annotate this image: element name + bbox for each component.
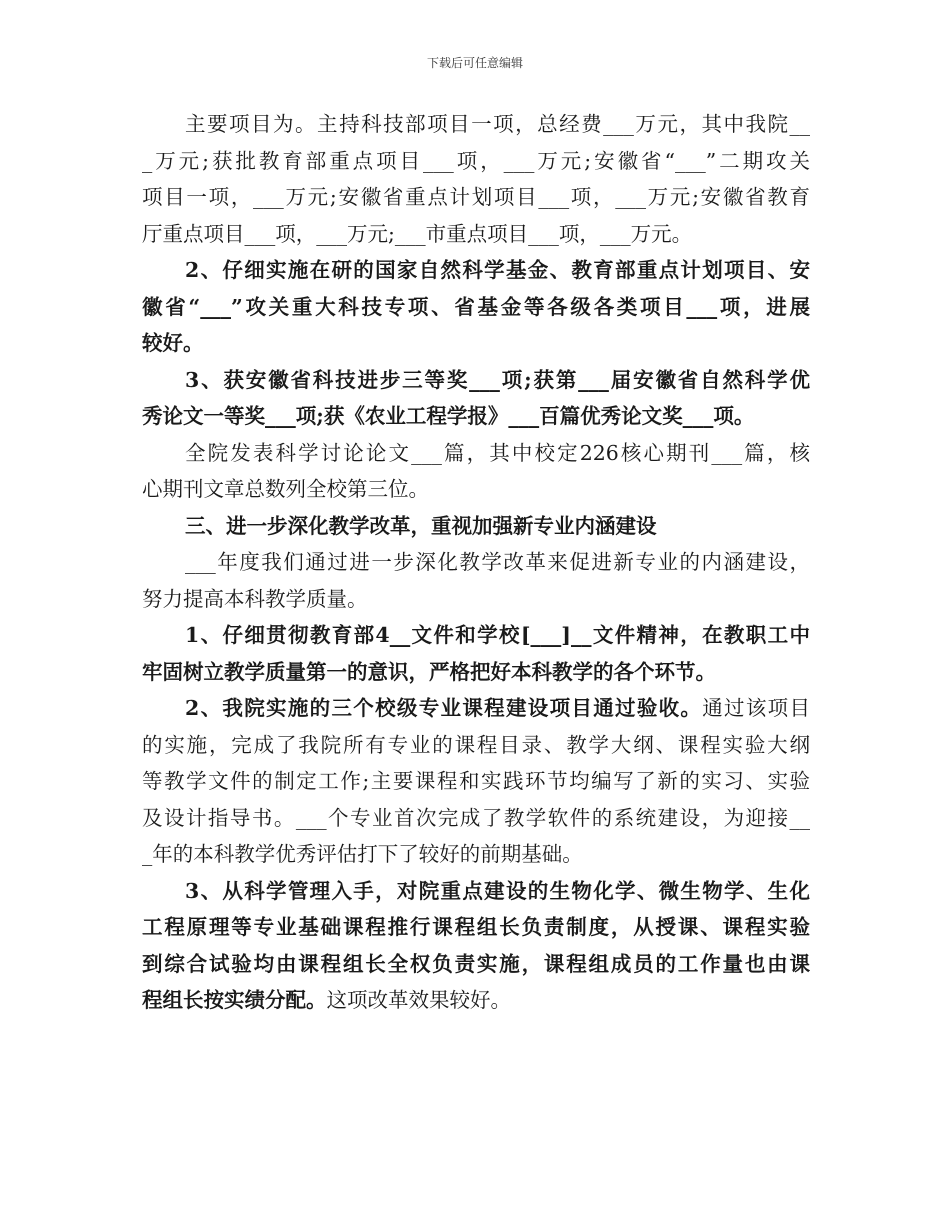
text-line bbox=[142, 362, 810, 399]
text-run: 的实施，完成了我院所有专业的课程目录、教学大纲、课程实验大纲 bbox=[142, 732, 810, 757]
bold-text-run: 三、进一步深化教学改革，重视加强新专业内涵建设 bbox=[185, 513, 657, 538]
text-line bbox=[142, 581, 810, 618]
text-line bbox=[142, 325, 810, 362]
text-line bbox=[142, 727, 810, 764]
bold-text-run: 1、仔细贯彻教育部4__文件和学校[___]__文件精神，在教职工中 bbox=[185, 623, 810, 647]
text-run: 通过该项目 bbox=[702, 696, 810, 720]
text-line bbox=[142, 143, 810, 180]
text-run: 努力提高本科教学质量。 bbox=[142, 586, 368, 611]
bold-text-run: 徽省“___”攻关重大科技专项、省基金等各级各类项目___项，进展 bbox=[142, 294, 810, 319]
bold-text-run: 程组长按实绩分配。 bbox=[142, 988, 327, 1012]
text-run: 等教学文件的制定工作;主要课程和实践环节均编写了新的实习、实验 bbox=[142, 769, 810, 793]
bold-text-run: 秀论文一等奖___项;获《农业工程学报》___百篇优秀论文奖___项。 bbox=[142, 404, 755, 428]
text-line bbox=[142, 508, 810, 545]
text-line bbox=[142, 873, 810, 910]
text-line bbox=[142, 106, 810, 143]
text-run: _万元;获批教育部重点项目___项，___万元;安徽省“___”二期攻关 bbox=[142, 148, 810, 173]
text-line bbox=[142, 471, 810, 508]
text-run: 心期刊文章总数列全校第三位。 bbox=[142, 477, 429, 501]
text-run: 全院发表科学讨论论文___篇，其中校定226核心期刊___篇，核 bbox=[185, 440, 810, 465]
text-line bbox=[142, 800, 810, 837]
text-line bbox=[142, 179, 810, 216]
bold-text-run: 到综合试验均由课程组长全权负责实施，课程组成员的工作量也由课 bbox=[142, 951, 810, 976]
text-line bbox=[142, 836, 810, 873]
text-line bbox=[142, 216, 810, 253]
text-line bbox=[142, 435, 810, 472]
text-line bbox=[142, 252, 810, 289]
document-body bbox=[142, 106, 810, 1019]
text-run: 厅重点项目___项，___万元;___市重点项目___项，___万元。 bbox=[142, 221, 693, 246]
text-run: 项目一项，___万元;安徽省重点计划项目___项，___万元;安徽省教育 bbox=[142, 185, 810, 209]
text-line bbox=[142, 654, 810, 691]
text-line bbox=[142, 398, 810, 435]
bold-text-run: 较好。 bbox=[142, 331, 204, 355]
text-line bbox=[142, 982, 810, 1019]
text-line bbox=[142, 909, 810, 946]
bold-text-run: 牢固树立教学质量第一的意识，严格把好本科教学的各个环节。 bbox=[142, 659, 716, 684]
page-header: 下载后可任意编辑 bbox=[426, 56, 523, 70]
bold-text-run: 3、从科学管理入手，对院重点建设的生物化学、微生物学、生化 bbox=[185, 878, 810, 903]
bold-text-run: 工程原理等专业基础课程推行课程组长负责制度，从授课、课程实验 bbox=[142, 915, 810, 939]
bold-text-run: 2、仔细实施在研的国家自然科学基金、教育部重点计划项目、安 bbox=[185, 258, 810, 282]
text-run: 主要项目为。主持科技部项目一项，总经费___万元，其中我院__ bbox=[185, 112, 810, 136]
bold-text-run: 2、我院实施的三个校级专业课程建设项目通过验收。 bbox=[185, 696, 703, 720]
text-line bbox=[142, 763, 810, 800]
text-run: 及设计指导书。___个专业首次完成了教学软件的系统建设，为迎接__ bbox=[142, 805, 810, 830]
text-line bbox=[142, 690, 810, 727]
bold-text-run: 3、获安徽省科技进步三等奖___项;获第___届安徽省自然科学优 bbox=[185, 367, 810, 392]
text-line bbox=[142, 617, 810, 654]
text-run: ___年度我们通过进一步深化教学改革来促进新专业的内涵建设， bbox=[185, 550, 810, 574]
text-run: 这项改革效果较好。 bbox=[326, 988, 511, 1012]
text-line bbox=[142, 289, 810, 326]
text-line bbox=[142, 946, 810, 983]
text-line bbox=[142, 544, 810, 581]
text-run: _年的本科教学优秀评估打下了较好的前期基础。 bbox=[142, 842, 583, 866]
